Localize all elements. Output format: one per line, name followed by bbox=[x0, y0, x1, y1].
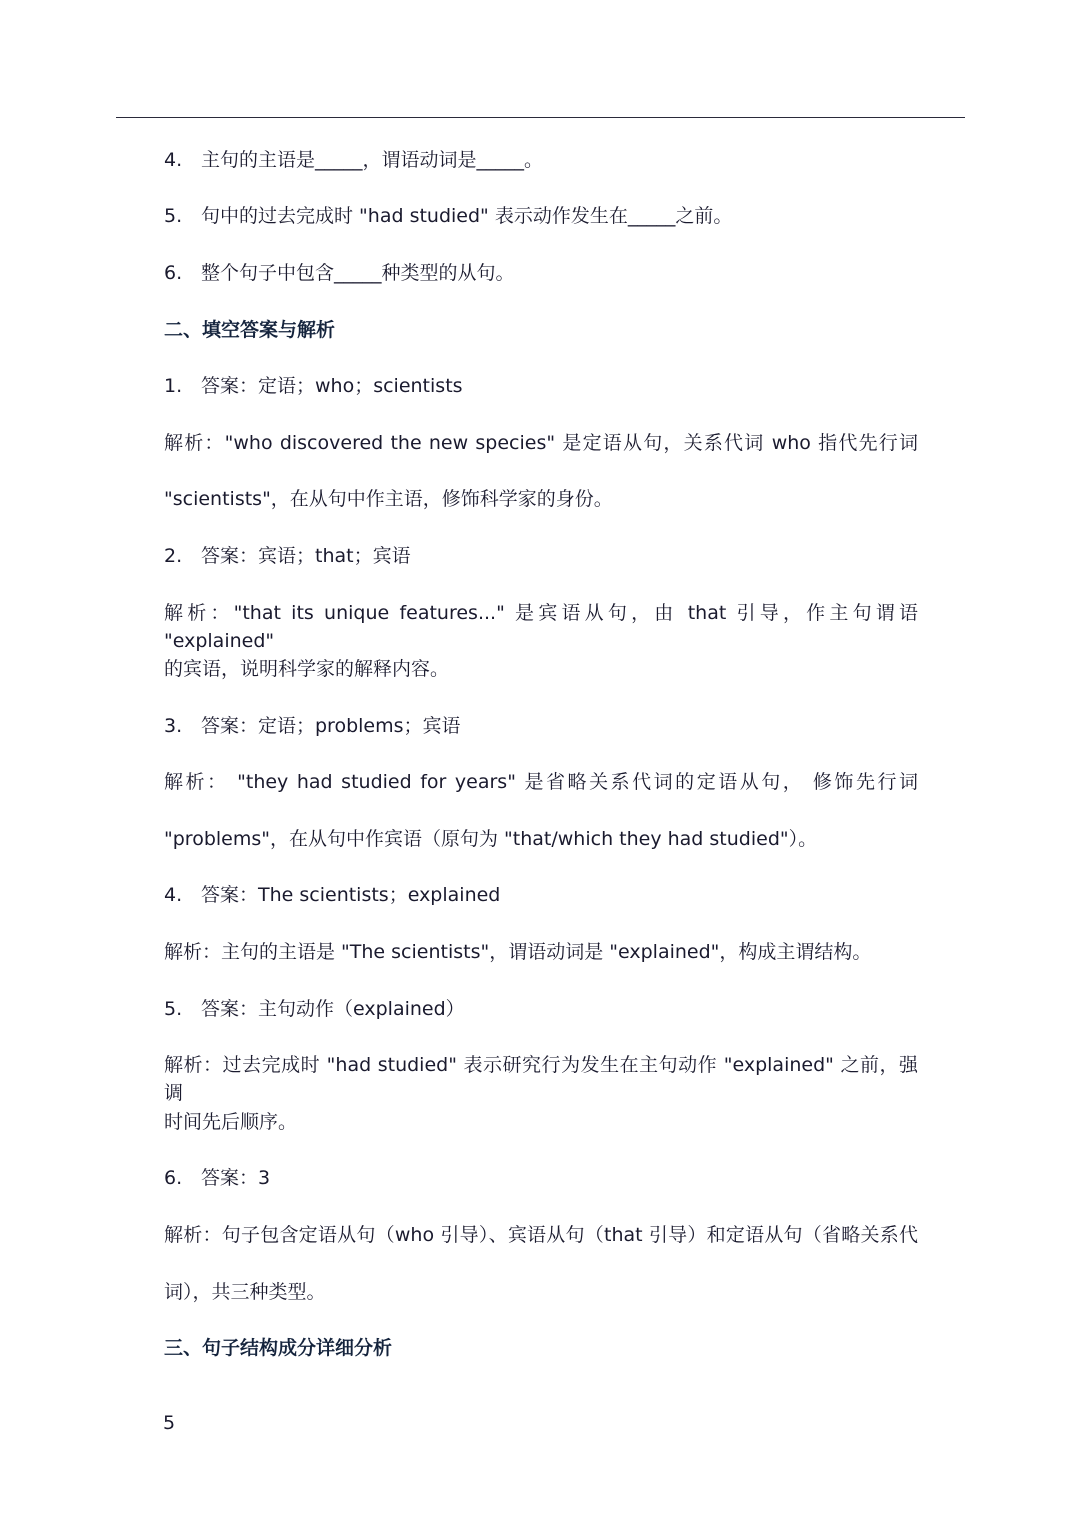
answer-number: 1. bbox=[164, 375, 183, 397]
answer-text: 答案：3 bbox=[201, 1167, 271, 1189]
question-number: 4. bbox=[164, 149, 183, 171]
section-heading-structure: 三、句子结构成分详细分析 bbox=[164, 1337, 393, 1359]
answer-item-4 bbox=[164, 881, 924, 909]
header-rule bbox=[116, 117, 965, 118]
answer-number: 6. bbox=[164, 1167, 183, 1189]
analysis-line: 解析："who discovered the new species" 是定语从句，关系代词 who 指代先行词 bbox=[164, 432, 918, 454]
answer-text: 答案：主句动作（explained） bbox=[201, 998, 465, 1020]
answer-item-3 bbox=[164, 712, 924, 740]
answer-number: 5. bbox=[164, 998, 183, 1020]
section-heading-answers: 二、填空答案与解析 bbox=[164, 319, 336, 341]
answer-number: 3. bbox=[164, 715, 183, 737]
answer-item-1 bbox=[164, 372, 924, 400]
analysis-line: 解析： "they had studied for years" 是省略关系代词的定语从句， 修饰先行词 bbox=[164, 771, 918, 793]
analysis-line: 时间先后顺序。 bbox=[164, 1111, 298, 1133]
analysis-line: 解析：主句的主语是 "The scientists"，谓语动词是 "explained"，构成主谓结构。 bbox=[164, 941, 872, 963]
answer-text: 答案：定语；who；scientists bbox=[201, 375, 463, 397]
question-text: 整个句子中包含_____种类型的从句。 bbox=[201, 262, 515, 284]
answer-item-6 bbox=[164, 1164, 924, 1192]
question-item-6 bbox=[164, 259, 924, 287]
answer-number: 4. bbox=[164, 884, 183, 906]
answer-text: 答案：宾语；that；宾语 bbox=[201, 545, 411, 567]
question-item-4 bbox=[164, 146, 924, 174]
question-text: 句中的过去完成时 "had studied" 表示动作发生在_____之前。 bbox=[201, 205, 733, 227]
answer-item-5 bbox=[164, 995, 924, 1023]
page-number: 5 bbox=[163, 1412, 176, 1434]
answer-text: 答案：定语；problems；宾语 bbox=[201, 715, 461, 737]
answer-text: 答案：The scientists；explained bbox=[201, 884, 501, 906]
question-number: 5. bbox=[164, 205, 183, 227]
analysis-line: 解析："that its unique features..." 是宾语从句，由 that 引导，作主句谓语 "explained" bbox=[164, 602, 918, 652]
answer-item-2 bbox=[164, 542, 924, 570]
analysis-line: "problems"，在从句中作宾语（原句为 "that/which they had studied"）。 bbox=[164, 828, 818, 850]
question-number: 6. bbox=[164, 262, 183, 284]
analysis-line: "scientists"，在从句中作主语，修饰科学家的身份。 bbox=[164, 488, 613, 510]
analysis-line: 解析：句子包含定语从句（who 引导）、宾语从句（that 引导）和定语从句（省略关系代 bbox=[164, 1224, 918, 1246]
analysis-line: 的宾语，说明科学家的解释内容。 bbox=[164, 658, 450, 680]
question-item-5 bbox=[164, 202, 924, 230]
analysis-line: 词），共三种类型。 bbox=[164, 1281, 326, 1303]
question-text: 主句的主语是_____，谓语动词是_____。 bbox=[201, 149, 544, 171]
analysis-line: 解析：过去完成时 "had studied" 表示研究行为发生在主句动作 "explained" 之前，强调 bbox=[164, 1054, 918, 1104]
answer-number: 2. bbox=[164, 545, 183, 567]
